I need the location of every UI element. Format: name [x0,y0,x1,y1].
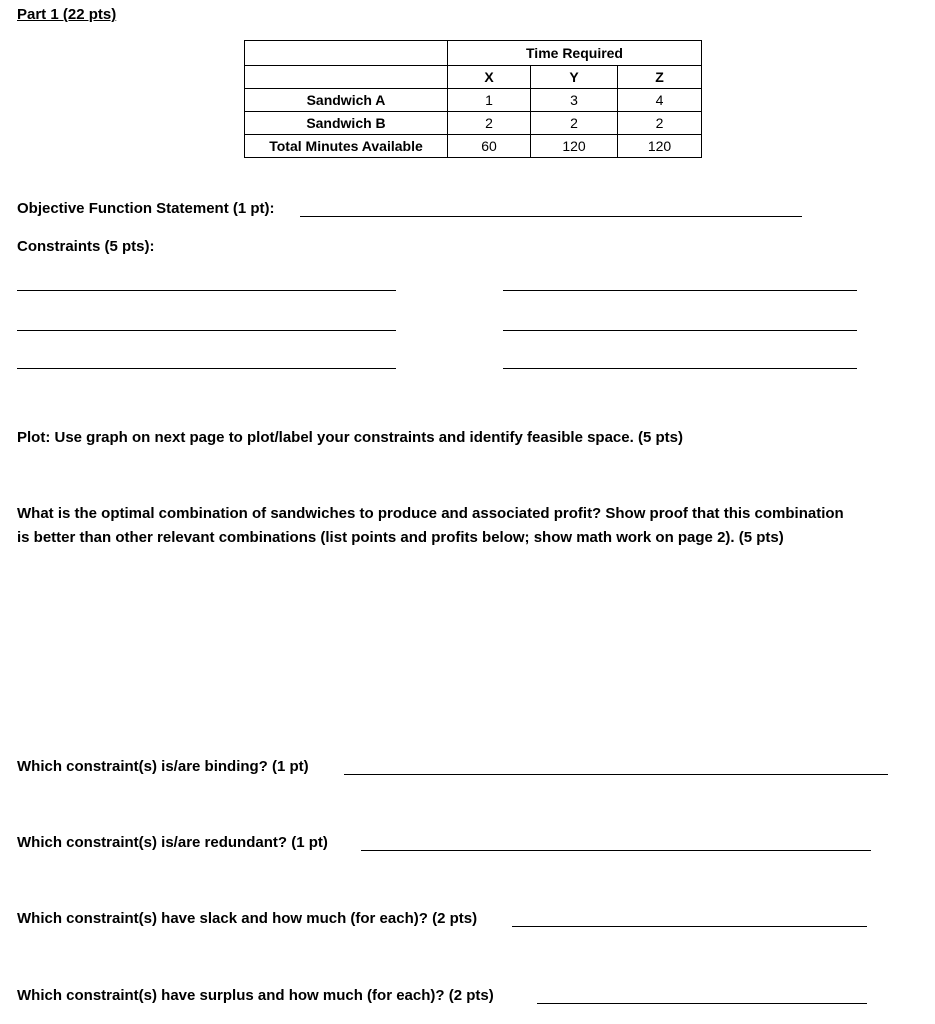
plot-question: Plot: Use graph on next page to plot/label your constraints and identify feasible space. (5 pts) [17,429,683,446]
constraints-question: Constraints (5 pts): [17,238,155,255]
slack-question: Which constraint(s) have slack and how much (for each)? (2 pts) [17,910,478,927]
column-header-y: Y [531,66,618,89]
table-column-header-row [245,66,702,89]
redundant-answer-line[interactable] [361,850,871,851]
row-label-sandwich-a: Sandwich A [245,89,448,112]
table-corner-cell [245,41,448,66]
optimal-question-line-1: What is the optimal combination of sandwiches to produce and associated profit? Show proof that this combination [17,505,844,522]
constraint-answer-line-2[interactable] [503,290,857,291]
row-label-sandwich-b: Sandwich B [245,112,448,135]
time-required-header: Time Required [448,41,702,66]
slack-answer-line[interactable] [512,926,867,927]
constraint-answer-line-4[interactable] [503,330,857,331]
table-cell: 2 [618,112,702,135]
table-cell: 60 [448,135,531,158]
surplus-answer-line[interactable] [537,1003,867,1004]
surplus-question: Which constraint(s) have surplus and how much (for each)? (2 pts) [17,987,494,1004]
table-cell: 1 [448,89,531,112]
row-label-total-minutes: Total Minutes Available [245,135,448,158]
table-cell: 120 [531,135,618,158]
table-header-group-row [245,41,702,66]
part-title: Part 1 (22 pts) [17,6,117,23]
table-row [245,89,702,112]
time-required-table [244,40,702,158]
table-cell: 120 [618,135,702,158]
binding-question: Which constraint(s) is/are binding? (1 pt) [17,758,309,775]
table-cell: 4 [618,89,702,112]
constraint-answer-line-3[interactable] [17,330,396,331]
objective-question: Objective Function Statement (1 pt): [17,200,275,217]
table-row [245,112,702,135]
binding-answer-line[interactable] [344,774,888,775]
table-cell: 3 [531,89,618,112]
redundant-question: Which constraint(s) is/are redundant? (1 pt) [17,834,328,851]
constraint-answer-line-5[interactable] [17,368,396,369]
constraint-answer-line-6[interactable] [503,368,857,369]
table-cell: 2 [531,112,618,135]
table-blank-cell [245,66,448,89]
constraint-answer-line-1[interactable] [17,290,396,291]
column-header-z: Z [618,66,702,89]
table-cell: 2 [448,112,531,135]
objective-answer-line[interactable] [300,216,802,217]
optimal-question-line-2: is better than other relevant combinations (list points and profits below; show math work on page 2). (5 pts) [17,529,784,546]
table-row [245,135,702,158]
column-header-x: X [448,66,531,89]
